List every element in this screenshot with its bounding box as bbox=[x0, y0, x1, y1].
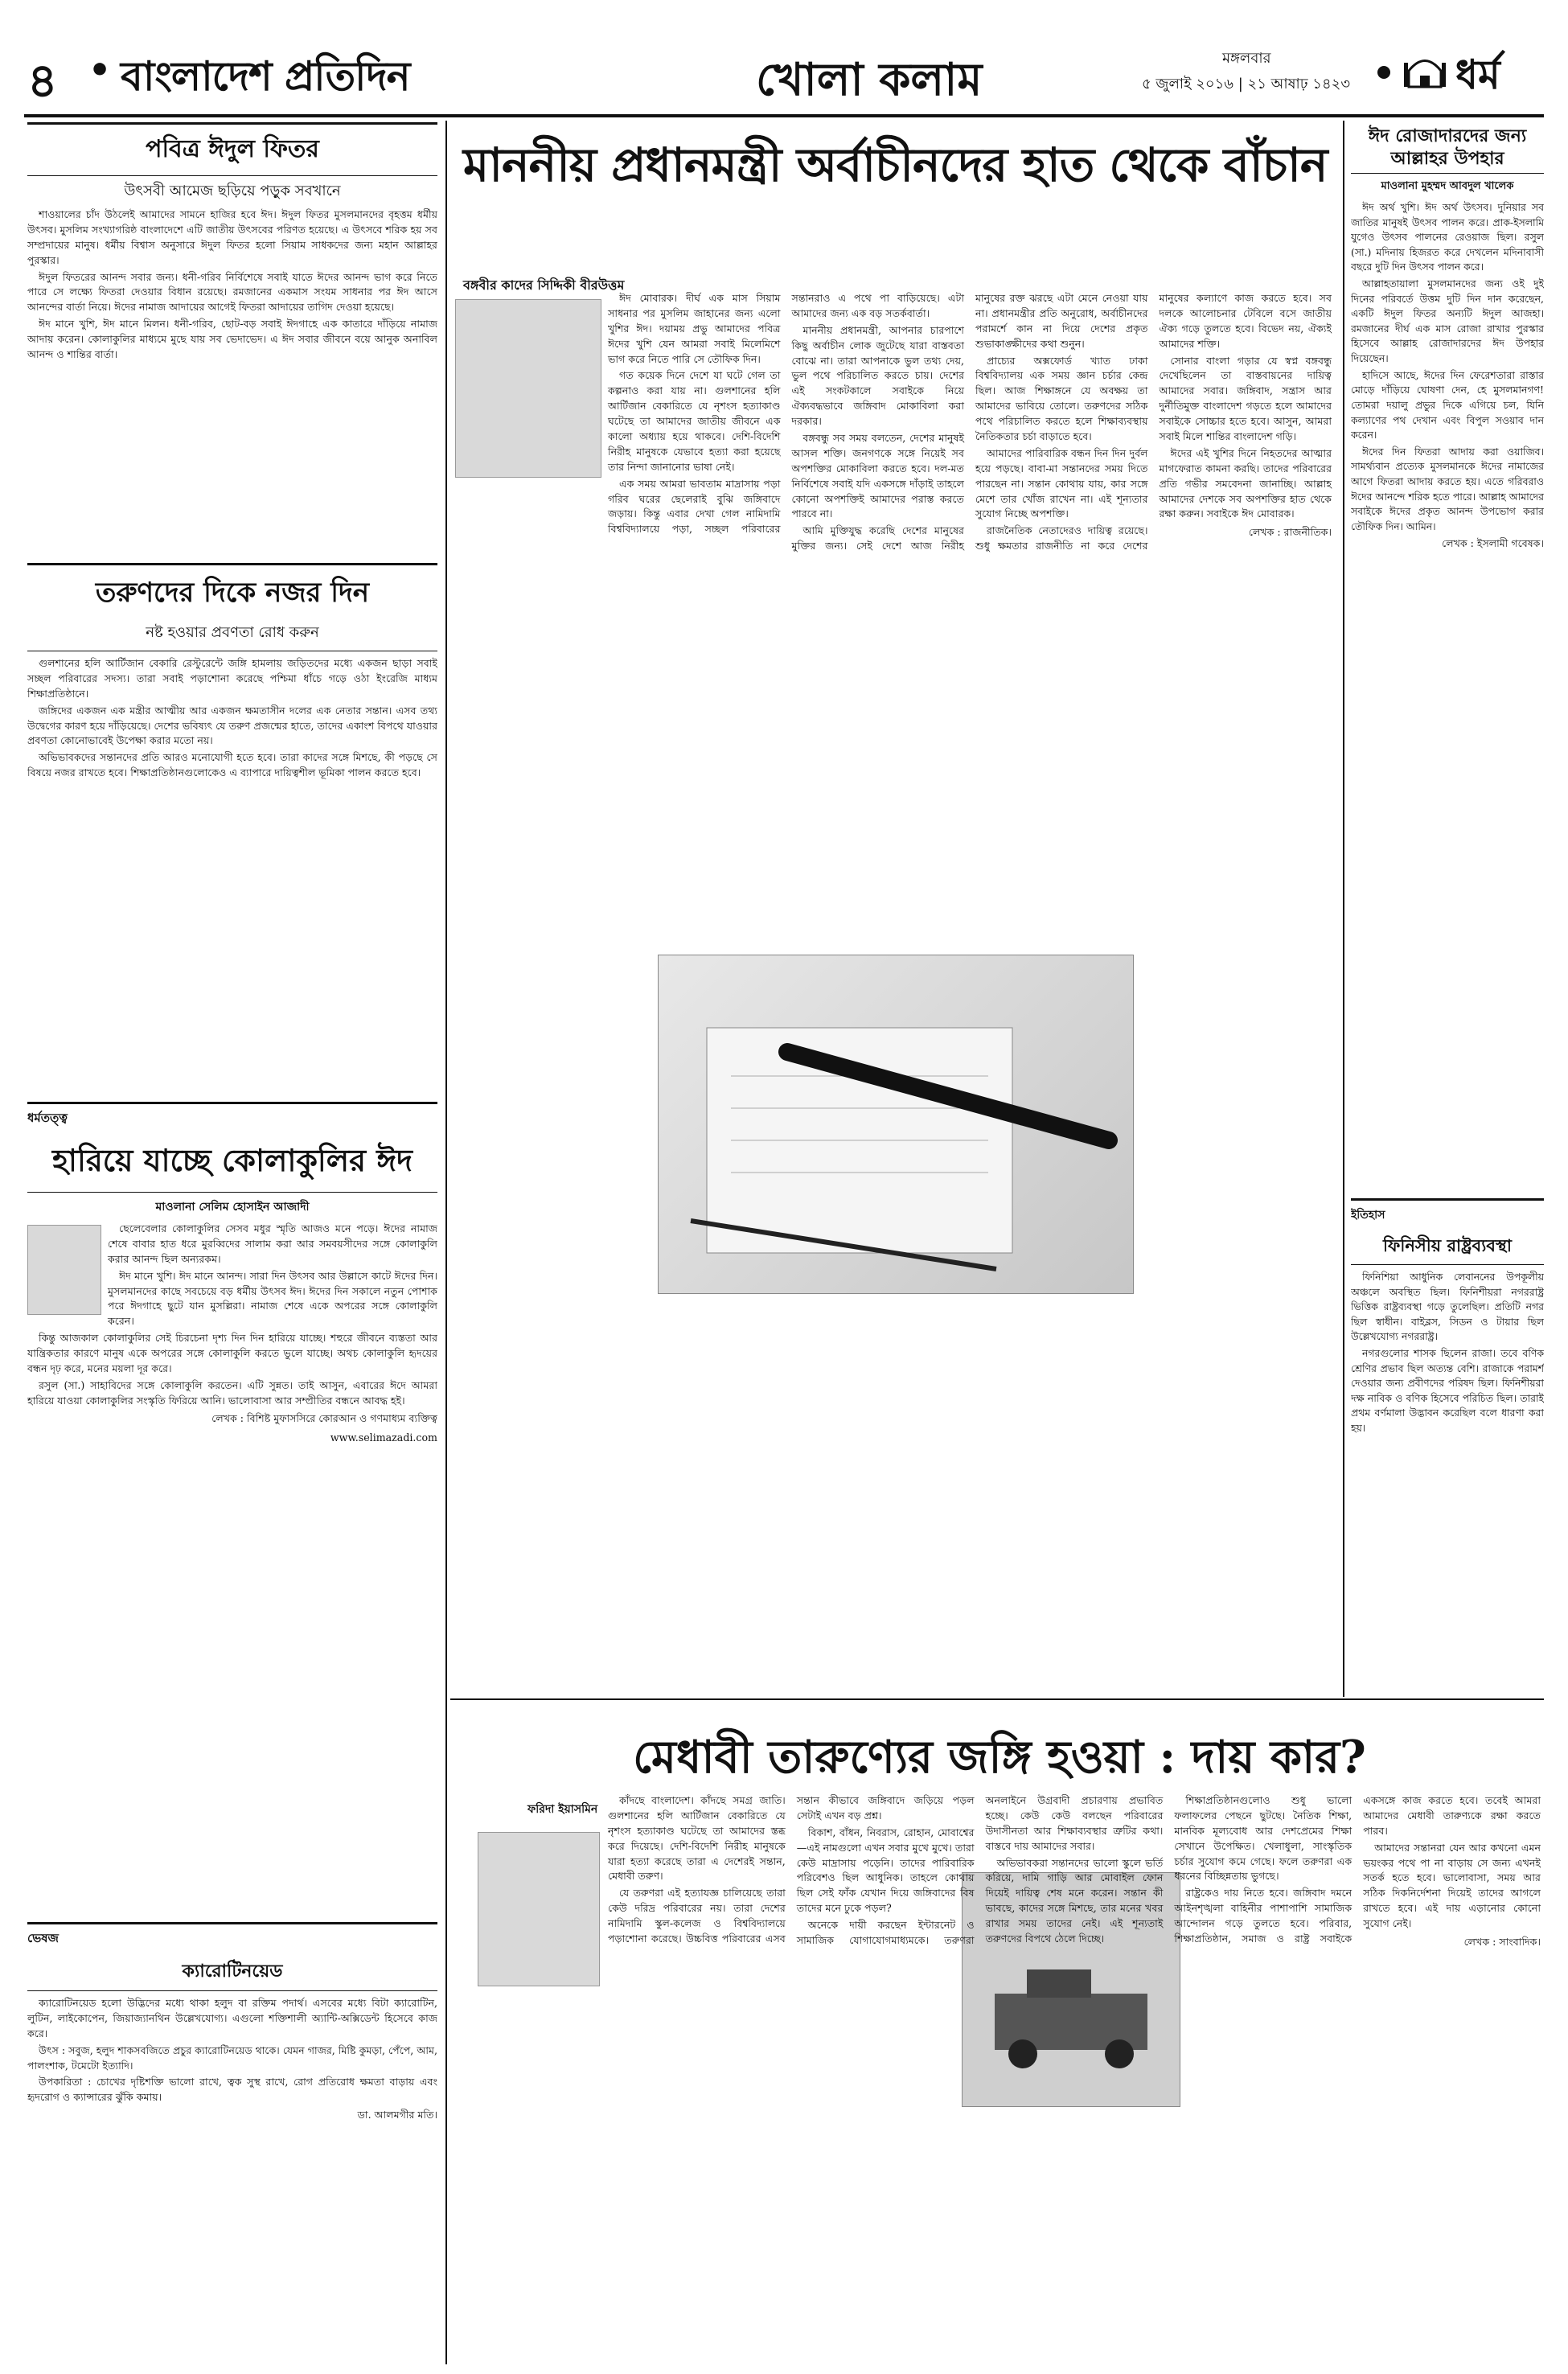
bottom-footer: লেখক : সাংবাদিক। bbox=[1463, 1936, 1541, 1949]
author-photo bbox=[27, 1225, 101, 1315]
left-article-hug bbox=[27, 1102, 437, 1914]
author-website: www.selimazadi.com bbox=[330, 1431, 437, 1444]
article-body: ক্যারোটিনয়েড হলো উদ্ভিদের মধ্যে থাকা হলুদ বা রক্তিম পদার্থ। এসবের মধ্যে বিটা ক্যারোটিন, লুটিন, লাইকোপেন, জিয়াজ্যানথিন উল্লেখযোগ্য। এগুলো শক্তিশালী অ্যান্টি-অক্সিডেন্ট হিসেবে কাজ করে। উৎস : সবুজ, হলুদ শাকসবজিতে প্রচুর ক্যারোটিনয়েড থাকে। যেমন গাজর, মিষ্টি কুমড়া, পেঁপে, আম, পালংশাক, টমেটো ইত্যাদি। উপকারিতা : চোখের দৃষ্টিশক্তি ভালো রাখে, ত্বক সুস্থ রাখে, রোগ প্রতিরোধ ক্ষমতা বাড়ায় এবং হৃদরোগ ও ক্যান্সারের ঝুঁকি কমায়। bbox=[27, 1997, 437, 2104]
paper-name: বাংলাদেশ প্রতিদিন bbox=[121, 52, 410, 100]
author-photo bbox=[455, 299, 601, 478]
bottom-headline: মেধাবী তারুণ্যের জঙ্গি হওয়া : দায় কার? bbox=[633, 1731, 1366, 1784]
section-tag: ধর্মতত্ত্ব bbox=[27, 1111, 68, 1125]
article-title: তরুণদের দিকে নজর দিন bbox=[95, 577, 370, 609]
right-article-history bbox=[1351, 1198, 1544, 1693]
section-title: খোলা কলাম bbox=[756, 53, 983, 106]
weekday: মঙ্গলবার bbox=[1222, 50, 1271, 67]
bottom-byline: ফরিদা ইয়াসমিন bbox=[527, 1803, 598, 1816]
article-body: গুলশানের হলি আর্টিজান বেকারি রেস্টুরেন্টে জঙ্গি হামলায় জড়িতদের মধ্যে একজন ছাড়া সবাই সচ্ছল পরিবারের সদস্য। তারা সবাই পড়াশোনা করেছে পশ্চিমা ধাঁচে গড়ে ওঠা ইংরেজি মাধ্যম শিক্ষাপ্রতিষ্ঠানে। জঙ্গিদের একজন এক মন্ত্রীর আত্মীয় আর একজন ক্ষমতাসীন দলের এক নেতার সন্তান। এসব তথ্য উদ্বেগের কারণ হয়ে দাঁড়িয়েছে। দেশের ভবিষ্যৎ যে তরুণ প্রজন্মের হাতে, তাদের একাংশ বিপথে যাওয়ার প্রবণতা কোনোভাবেই উপেক্ষা করার মতো নয়। অভিভাবকদের সন্তানদের প্রতি আরও মনোযোগী হতে হবে। তারা কাদের সঙ্গে মিশছে, কী পড়ছে সে বিষয়ে নজর রাখতে হবে। শিক্ষাপ্রতিষ্ঠানগুলোকেও এ ব্যাপারে দায়িত্বশীল ভূমিকা পালন করতে হবে। bbox=[27, 657, 437, 779]
article-body: শাওয়ালের চাঁদ উঠলেই আমাদের সামনে হাজির হবে ঈদ। ঈদুল ফিতর মুসলমানদের বৃহত্তম ধর্মীয় উৎসব। মুসলিম সংখ্যাগরিষ্ঠ বাংলাদেশে এটি জাতীয় উৎসবের পরিণত হয়েছে। এ উৎসবে শরিক হয় সব সম্প্রদায়ের মানুষ। ধর্মীয় বিশ্বাস অনুসারে ঈদুল ফিতর হলো সিয়াম সাধকদের জন্য মহান আল্লাহর পুরস্কার। ঈদুল ফিতরের আনন্দ সবার জন্য। ধনী-গরিব নির্বিশেষে সবাই যাতে ঈদের আনন্দ ভাগ করে নিতে পারে সে লক্ষ্যে ফিতরা দেওয়ার বিধান রয়েছে। রমজানের একমাস সংযম সাধনার পর ঈদ আসে আনন্দের বার্তা নিয়ে। ঈদের নামাজ আদায়ের আগেই ফিতরা আদায়ের তাগিদ দেওয়া হয়েছে। ঈদ মানে খুশি, ঈদ মানে মিলন। ধনী-গরিব, ছোট-বড় সবাই ঈদগাহে এক কাতারে দাঁড়িয়ে নামাজ আদায় করেন। কোলাকুলির মাধ্যমে মুছে যায় সব ভেদাভেদ। এ ঈদ সবার জীবনে বয়ে আনুক অনাবিল আনন্দ ও শান্তির বার্তা। bbox=[27, 208, 437, 361]
left-article-youth bbox=[27, 563, 437, 1094]
section-tag: ভেষজ bbox=[27, 1931, 59, 1945]
article-subtitle: নষ্ট হওয়ার প্রবণতা রোধ করুন bbox=[27, 621, 437, 651]
bullet-dot bbox=[1377, 66, 1390, 79]
article-title: ক্যারোটিনয়েড bbox=[27, 1954, 437, 1991]
left-article-eid bbox=[27, 122, 437, 561]
column-rule-left bbox=[445, 121, 447, 2364]
lead-headline: মাননীয় প্রধানমন্ত্রী অর্বাচীনদের হাত থেকে বাঁচান bbox=[463, 138, 1328, 192]
lead-footer: লেখক : রাজনীতিক। bbox=[1248, 526, 1332, 539]
lead-byline: বঙ্গবীর কাদের সিদ্দিকী বীরউত্তম bbox=[463, 277, 625, 293]
author-photo bbox=[478, 1832, 600, 1986]
masthead-rule bbox=[24, 114, 1544, 117]
lead-body: ঈদ মোবারক। দীর্ঘ এক মাস সিয়াম সাধনার পর মুসলিম জাহানের জন্য এলো খুশির ঈদ। দয়াময় প্রভু আমাদের পবিত্র ঈদের খুশি যেন আমরা সবাই মিলেমিশে ভাগ করে নিতে পারি সে তৌফিক দিন। গত কয়েক দিনে দেশে যা ঘটে গেল তা কল্পনাও করা যায় না। গুলশানের হলি আর্টিজান বেকারিতে যে নৃশংস হত্যাকাণ্ড ঘটেছে তা আমাদের জাতীয় জীবনে এক কালো অধ্যায় হয়ে থাকবে। দেশি-বিদেশি নিরীহ মানুষকে যেভাবে হত্যা করা হয়েছে তার নিন্দা জানানোর ভাষা নেই। এক সময় আমরা ভাবতাম মাদ্রাসায় পড়া গরিব ঘরের ছেলেরাই বুঝি জঙ্গিবাদে জড়ায়। কিন্তু এবার দেখা গেল নামিদামি বিশ্ববিদ্যালয়ে পড়া, সচ্ছল পরিবারের সন্তানরাও এ পথে পা বাড়িয়েছে। এটা আমাদের জন্য এক বড় সতর্কবার্তা। মাননীয় প্রধানমন্ত্রী, আপনার চারপাশে কিছু অর্বাচীন লোক জুটেছে যারা বাস্তবতা বোঝে না। তারা আপনাকে ভুল তথ্য দেয়, ভুল পথে পরিচালিত করতে চায়। দেশের এই সংকটকালে সবাইকে নিয়ে ঐক্যবদ্ধভাবে জঙ্গিবাদ মোকাবিলা করা দরকার। বঙ্গবন্ধু সব সময় বলতেন, দেশের মানুষই আসল শক্তি। জনগণকে সঙ্গে নিয়েই সব অপশক্তির মোকাবিলা করতে হবে। দল-মত নির্বিশেষে সবাই যদি একসঙ্গে দাঁড়াই তাহলে কোনো অপশক্তিই আমাদের পরাস্ত করতে পারবে না। আমি মুক্তিযুদ্ধ করেছি দেশের মানুষের মুক্তির জন্য। সেই দেশে আজ নিরীহ মানুষের রক্ত ঝরছে এটা মেনে নেওয়া যায় না। প্রধানমন্ত্রীর প্রতি অনুরোধ, অর্বাচীনদের পরামর্শে কান না দিয়ে দেশের প্রকৃত শুভাকাঙ্ক্ষীদের কথা শুনুন। প্রাচ্যের অক্সফোর্ড খ্যাত ঢাকা বিশ্ববিদ্যালয় এক সময় জ্ঞান চর্চার কেন্দ্র ছিল। আজ শিক্ষাঙ্গনে যে অবক্ষয় তা আমাদের ভাবিয়ে তোলে। তরুণদের সঠিক পথে পরিচালিত করতে হলে শিক্ষাব্যবস্থায় নৈতিকতার চর্চা বাড়াতে হবে। আমাদের পারিবারিক বন্ধন দিন দিন দুর্বল হয়ে পড়ছে। বাবা-মা সন্তানদের সময় দিতে পারছেন না। সন্তান কোথায় যায়, কার সঙ্গে মেশে তার খোঁজ রাখেন না। এই শূন্যতার সুযোগ নিচ্ছে অপশক্তি। রাজনৈতিক নেতাদেরও দায়িত্ব রয়েছে। শুধু ক্ষমতার রাজনীতি না করে দেশের মানুষের কল্যাণে কাজ করতে হবে। সব দলকে আলোচনার টেবিলে বসে জাতীয় ঐক্য গড়ে তুলতে হবে। বিভেদ নয়, ঐক্যই আমাদের শক্তি। সোনার বাংলা গড়ার যে স্বপ্ন বঙ্গবন্ধু দেখেছিলেন তা বাস্তবায়নের দায়িত্ব আমাদের সবার। জঙ্গিবাদ, সন্ত্রাস আর দুর্নীতিমুক্ত বাংলাদেশ গড়তে হলে আমাদের সবাইকে সোচ্চার হতে হবে। আসুন, আমরা সবাই মিলে শান্তির বাংলাদেশ গড়ি। ঈদের এই খুশির দিনে নিহতদের আত্মার মাগফেরাত কামনা করছি। তাদের পরিবারের প্রতি গভীর সমবেদনা জানাচ্ছি। আল্লাহ আমাদের দেশকে সব অপশক্তির হাত থেকে রক্ষা করুন। সবাইকে ঈদ মোবারক। লেখক : রাজনীতিক। bbox=[608, 292, 1332, 552]
corner-tag: ধর্ম bbox=[1455, 51, 1500, 98]
left-article-herbal bbox=[27, 1922, 437, 2364]
issue-date: ৫ জুলাই ২০১৬ | ২১ আষাঢ় ১৪২৩ bbox=[1142, 76, 1351, 92]
article-author: মাওলানা সেলিম হোসাইন আজাদী bbox=[155, 1201, 310, 1214]
article-footer: লেখক : বিশিষ্ট মুফাসসিরে কোরআন ও গণমাধ্যম ব্যক্তিত্ব bbox=[211, 1411, 437, 1424]
section-tag: ইতিহাস bbox=[1351, 1209, 1385, 1222]
article-title: পবিত্র ঈদুল ফিতর bbox=[27, 122, 437, 176]
section-rule-bottom bbox=[450, 1698, 1544, 1700]
article-title: হারিয়ে যাচ্ছে কোলাকুলির ঈদ bbox=[27, 1134, 437, 1193]
article-subtitle: উৎসবী আমেজ ছড়িয়ে পড়ুক সবখানে bbox=[124, 183, 341, 199]
column-rule-right bbox=[1343, 121, 1344, 1697]
article-footer: লেখক : ইসলামী গবেষক। bbox=[1442, 537, 1544, 550]
lead-article bbox=[455, 122, 1336, 1694]
article-body: ঈদ অর্থ খুশি। ঈদ অর্থ উৎসব। দুনিয়ার সব জাতির মানুষই উৎসব পালন করে। প্রাক-ইসলামি যুগেও উৎসব পালনের রেওয়াজ ছিল। রসুল (সা.) মদিনায় হিজরত করে দেখলেন মদিনাবাসী বছরে দুটি দিন উৎসব পালন করে। আল্লাহতায়ালা মুসলমানদের জন্য ওই দুই দিনের পরিবর্তে উত্তম দুটি দিন দান করেছেন, একটি ঈদুল ফিতর অন্যটি ঈদুল আজহা। রমজানের দীর্ঘ এক মাস রোজা রাখার পুরস্কার হিসেবে আল্লাহ রোজাদারদের ঈদ উপহার দিয়েছেন। হাদিসে আছে, ঈদের দিন ফেরেশতারা রাস্তার মোড়ে দাঁড়িয়ে ঘোষণা দেন, হে মুসলমানগণ! তোমরা দয়ালু প্রভুর দিকে এগিয়ে চল, যিনি কল্যাণের পথ দেখান এবং বিপুল সওয়াব দান করেন। ঈদের দিন ফিতরা আদায় করা ওয়াজিব। সামর্থ্যবান প্রত্যেক মুসলমানকে ঈদের নামাজের আগে ফিতরা আদায় করতে হয়। এতে গরিবরাও ঈদের আনন্দে শরিক হতে পারে। আল্লাহ আমাদের সবাইকে ঈদের প্রকৃত আনন্দ উপভোগ করার তৌফিক দিন। আমিন। bbox=[1351, 201, 1544, 532]
page-number: ৪ bbox=[27, 53, 58, 108]
article-body: ছেলেবেলার কোলাকুলির সেসব মধুর স্মৃতি আজও মনে পড়ে। ঈদের নামাজ শেষে বাবার হাত ধরে মুরব্বিদের সালাম করা আর সমবয়সীদের সঙ্গে কোলাকুলি করার আনন্দ ছিল অন্যরকম। ঈদ মানে খুশি। ঈদ মানে আনন্দ। সারা দিন উৎসব আর উল্লাসে কাটে ঈদের দিন। মুসলমানদের কাছে সবচেয়ে বড় ধর্মীয় উৎসব ঈদ। ঈদের দিন সকালে নতুন পোশাক পরে ঈদগাহে ছুটে যান মুসল্লিরা। নামাজ শেষে একে অপরের সঙ্গে কোলাকুলি করেন। কিন্তু আজকাল কোলাকুলির সেই চিরচেনা দৃশ্য দিন দিন হারিয়ে যাচ্ছে। শহুরে জীবনে ব্যস্ততা আর যান্ত্রিকতার কারণে মানুষ একে অপরের সঙ্গে কোলাকুলি করতে ভুলে যাচ্ছে। অথচ কোলাকুলি হৃদয়ের বন্ধন দৃঢ় করে, মনের ময়লা দূর করে। রসুল (সা.) সাহাবিদের সঙ্গে কোলাকুলি করতেন। এটি সুন্নত। তাই আসুন, এবারের ঈদে আমরা হারিয়ে যাওয়া কোলাকুলির সংস্কৃতি ফিরিয়ে আনি। ভালোবাসা আর সম্প্রীতির বন্ধনে আবদ্ধ হই। bbox=[27, 1222, 437, 1407]
mosque-icon bbox=[1401, 47, 1449, 95]
bottom-body: কাঁদছে বাংলাদেশ। কাঁদছে সমগ্র জাতি। গুলশানের হলি আর্টিজান বেকারিতে যে নৃশংস হত্যাকাণ্ড ঘটেছে তা আমাদের স্তব্ধ করে দিয়েছে। দেশি-বিদেশি নিরীহ মানুষকে যারা হত্যা করেছে তারা এ দেশেরই সন্তান, মেধাবী তরুণ। যে তরুণরা এই হত্যাযজ্ঞ চালিয়েছে তারা কেউ দরিদ্র পরিবারের নয়। তারা দেশের নামিদামি স্কুল-কলেজ ও বিশ্ববিদ্যালয়ে পড়াশোনা করেছে। উচ্চবিত্ত পরিবারের এসব সন্তান কীভাবে জঙ্গিবাদে জড়িয়ে পড়ল সেটাই এখন বড় প্রশ্ন। বিকাশ, বাঁধন, নিবরাস, রোহান, মোবাশ্বের—এই নামগুলো এখন সবার মুখে মুখে। তারা কেউ মাদ্রাসায় পড়েনি। তাদের পারিবারিক পরিবেশও ছিল আধুনিক। তাহলে কোথায় ছিল সেই ফাঁক যেখান দিয়ে জঙ্গিবাদের বিষ তাদের মনে ঢুকে পড়ল? অনেকে দায়ী করছেন ইন্টারনেট ও সামাজিক যোগাযোগমাধ্যমকে। তরুণরা অনলাইনে উগ্রবাদী প্রচারণায় প্রভাবিত হচ্ছে। কেউ কেউ বলছেন পরিবারের উদাসীনতা আর শিক্ষাব্যবস্থার ত্রুটির কথা। বাস্তবে দায় আমাদের সবার। অভিভাবকরা সন্তানদের ভালো স্কুলে ভর্তি করিয়ে, দামি গাড়ি আর মোবাইল ফোন দিয়েই দায়িত্ব শেষ মনে করেন। সন্তান কী ভাবছে, কাদের সঙ্গে মিশছে, তার মনের খবর রাখার সময় তাদের নেই। এই শূন্যতাই তরুণদের বিপথে ঠেলে দিচ্ছে। শিক্ষাপ্রতিষ্ঠানগুলোও শুধু ভালো ফলাফলের পেছনে ছুটছে। নৈতিক শিক্ষা, মানবিক মূল্যবোধ আর দেশপ্রেমের শিক্ষা সেখানে উপেক্ষিত। খেলাধুলা, সাংস্কৃতিক চর্চার সুযোগ কমে গেছে। ফলে তরুণরা এক ধরনের বিচ্ছিন্নতায় ভুগছে। রাষ্ট্রকেও দায় নিতে হবে। জঙ্গিবাদ দমনে আইনশৃঙ্খলা বাহিনীর পাশাপাশি সামাজিক আন্দোলন গড়ে তুলতে হবে। পরিবার, শিক্ষাপ্রতিষ্ঠান, সমাজ ও রাষ্ট্র সবাইকে একসঙ্গে কাজ করতে হবে। তবেই আমরা আমাদের মেধাবী তারুণ্যকে রক্ষা করতে পারব। আমাদের সন্তানরা যেন আর কখনো এমন ভয়ংকর পথে পা না বাড়ায় সে জন্য এখনই সতর্ক হতে হবে। ভালোবাসা, সময় আর সঠিক দিকনির্দেশনা দিয়েই তাদের আগলে রাখতে হবে। এই দায় এড়ানোর কোনো সুযোগ নেই। লেখক : সাংবাদিক। bbox=[608, 1793, 1541, 2356]
article-body: ফিনিশিয়া আধুনিক লেবাননের উপকূলীয় অঞ্চলে অবস্থিত ছিল। ফিনিশীয়রা নগররাষ্ট্র ভিত্তিক রাষ্ট্রব্যবস্থা গড়ে তুলেছিল। প্রতিটি নগর ছিল স্বাধীন। বাইব্লস, সিডন ও টায়ার ছিল উল্লেখযোগ্য নগররাষ্ট্র। নগরগুলোর শাসক ছিলেন রাজা। তবে বণিক শ্রেণির প্রভাব ছিল অত্যন্ত বেশি। রাজাকে পরামর্শ দেওয়ার জন্য প্রবীণদের পরিষদ ছিল। ফিনিশীয়রা দক্ষ নাবিক ও বণিক হিসেবে পরিচিত ছিল। তারাই প্রথম বর্ণমালা উদ্ভাবন করেছিল বলে ধারণা করা হয়। bbox=[1351, 1271, 1544, 1435]
masthead bbox=[24, 42, 1544, 111]
article-title: ঈদ রোজাদারদের জন্য আল্লাহর উপহার bbox=[1351, 122, 1544, 174]
article-author: মাওলানা মুহম্মদ আবদুল খালেক bbox=[1381, 180, 1514, 192]
right-article-eid-gift bbox=[1351, 122, 1544, 1192]
article-footer: ডা. আলমগীর মতি। bbox=[357, 2109, 437, 2121]
article-title: ফিনিসীয় রাষ্ট্রব্যবস্থা bbox=[1351, 1230, 1544, 1265]
masthead-bullet: • bbox=[88, 50, 112, 91]
bottom-article bbox=[455, 1703, 1544, 2364]
